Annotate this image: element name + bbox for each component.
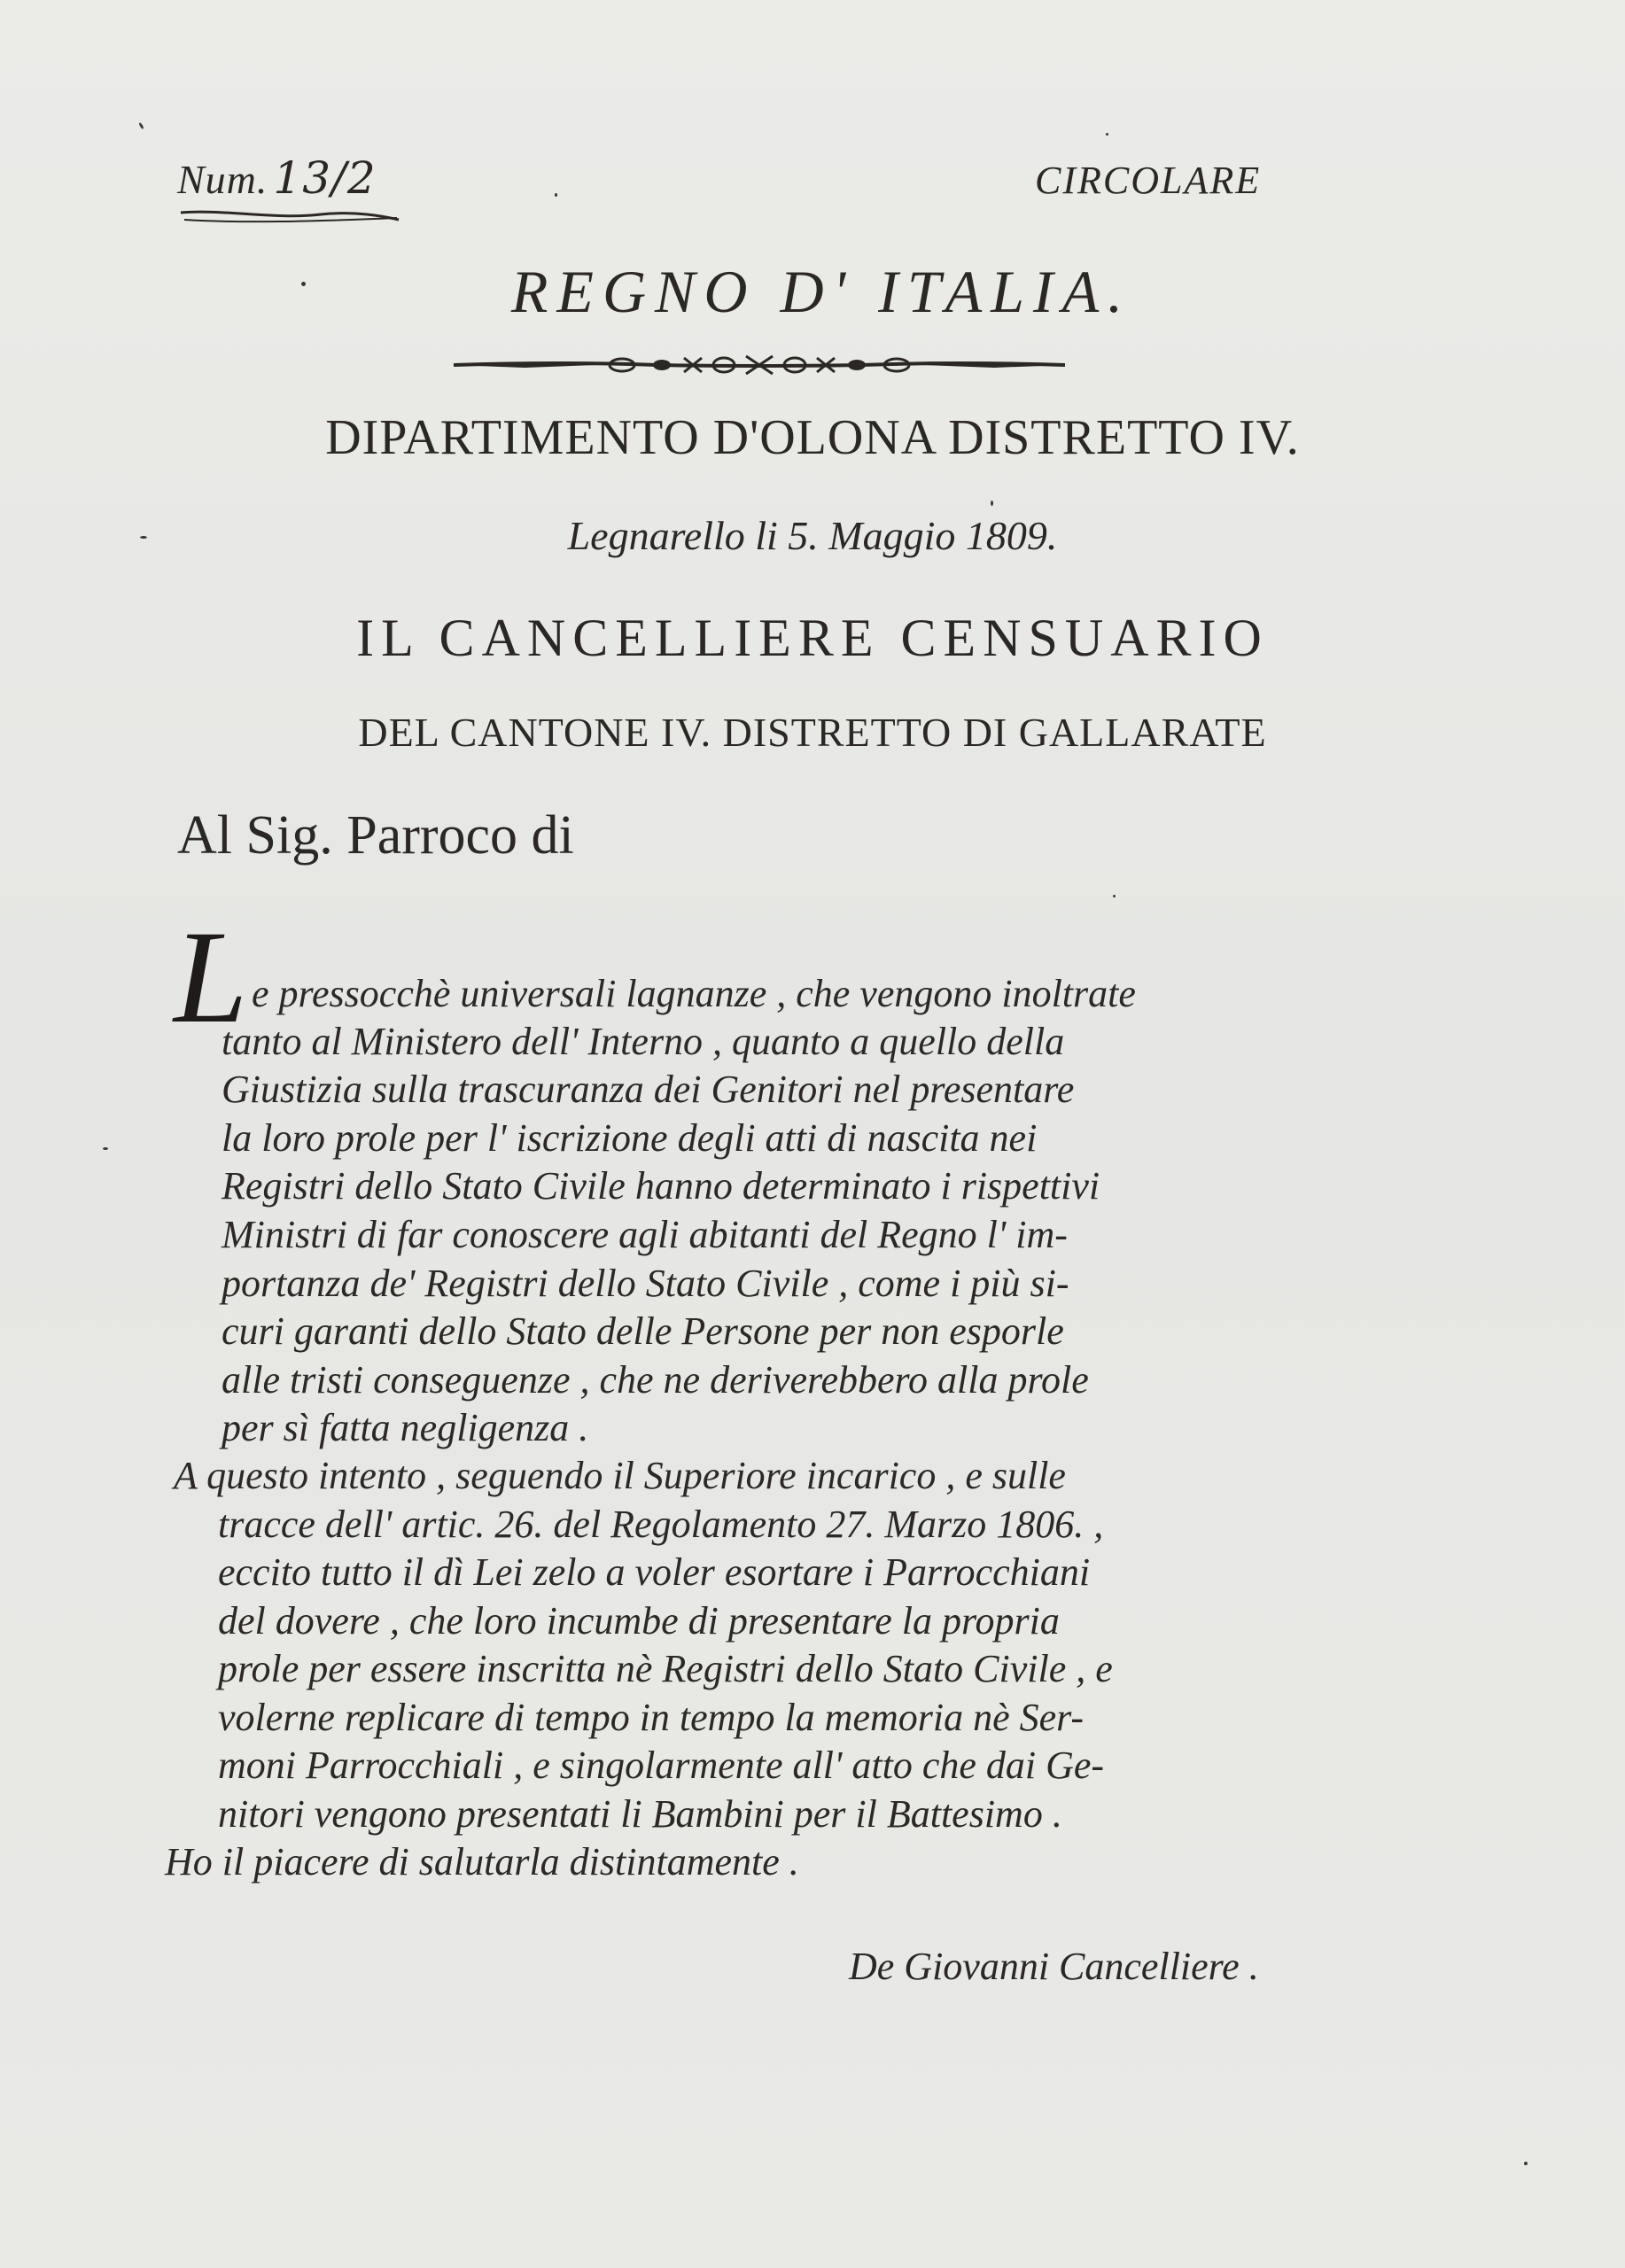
handwritten-underline (179, 200, 402, 227)
body-line: tracce dell' artic. 26. del Regolamento 27. Marzo 1806. , (218, 1503, 1104, 1546)
paper-speck (1524, 2162, 1528, 2165)
body-line: nitori vengono presentati li Bambini per il Battesimo . (218, 1792, 1062, 1836)
drop-cap: L (174, 904, 248, 1051)
cancelliere-heading: IL CANCELLIERE CENSUARIO (356, 609, 1269, 667)
body-line: per sì fatta negligenza . (222, 1406, 589, 1449)
paper-speck (1113, 895, 1116, 897)
body-line: e pressocchè universali lagnanze , che vengono inoltrate (252, 972, 1136, 1015)
body-line: del dovere , che loro incumbe di presentare la propria (218, 1599, 1060, 1643)
regno-title: REGNO D' ITALIA. (510, 258, 1132, 325)
paper-speck (555, 193, 557, 197)
body-line: A questo intento , seguendo il Superiore incarico , e sulle (174, 1454, 1066, 1497)
body-line: la loro prole per l' iscrizione degli atti di nascita nei (222, 1116, 1038, 1160)
numero-circolare (177, 152, 377, 204)
body-line: Registri dello Stato Civile hanno determinato i rispettivi (222, 1164, 1100, 1208)
paper-speck (138, 122, 144, 129)
body-line: alle tristi conseguenze , che ne deriverebbero alla prole (222, 1358, 1089, 1402)
body-line: Ho il piacere di salutarla distintamente . (165, 1840, 799, 1884)
cantone-heading: DEL CANTONE IV. DISTRETTO DI GALLARATE (358, 710, 1267, 755)
num-handwritten: 13/2 (273, 152, 377, 204)
body-line: tanto al Ministero dell' Interno , quanto a quello della (222, 1020, 1065, 1063)
body-line: Ministri di far conoscere agli abitanti del Regno l' im- (222, 1213, 1068, 1256)
body-line: moni Parrocchiali , e singolarmente all' atto che dai Ge- (218, 1744, 1105, 1787)
paper-speck (991, 501, 993, 506)
body-line: portanza de' Registri dello Stato Civile , come i più si- (222, 1262, 1069, 1305)
body-line: volerne replicare di tempo in tempo la memoria nè Ser- (218, 1696, 1085, 1739)
num-label: Num. (177, 157, 268, 202)
body-line: eccito tutto il dì Lei zelo a voler esortare i Parrocchiani (218, 1550, 1091, 1594)
dipartimento-heading: DIPARTIMENTO D'OLONA DISTRETTO IV. (325, 410, 1300, 465)
circolare-label: CIRCOLARE (1035, 159, 1262, 202)
body-line: Giustizia sulla trascuranza dei Genitori nel presentare (222, 1068, 1075, 1111)
place-date: Legnarello li 5. Maggio 1809. (567, 513, 1058, 558)
paper-speck (103, 1147, 108, 1150)
signature: De Giovanni Cancelliere . (849, 1945, 1259, 1988)
paper-speck (1106, 133, 1108, 136)
body-line: curi garanti dello Stato delle Persone per non esporle (222, 1309, 1064, 1353)
ornamental-rule (454, 347, 1065, 383)
body-line: prole per essere inscritta nè Registri dello Stato Civile , e (218, 1647, 1113, 1690)
addressee: Al Sig. Parroco di (177, 805, 574, 866)
